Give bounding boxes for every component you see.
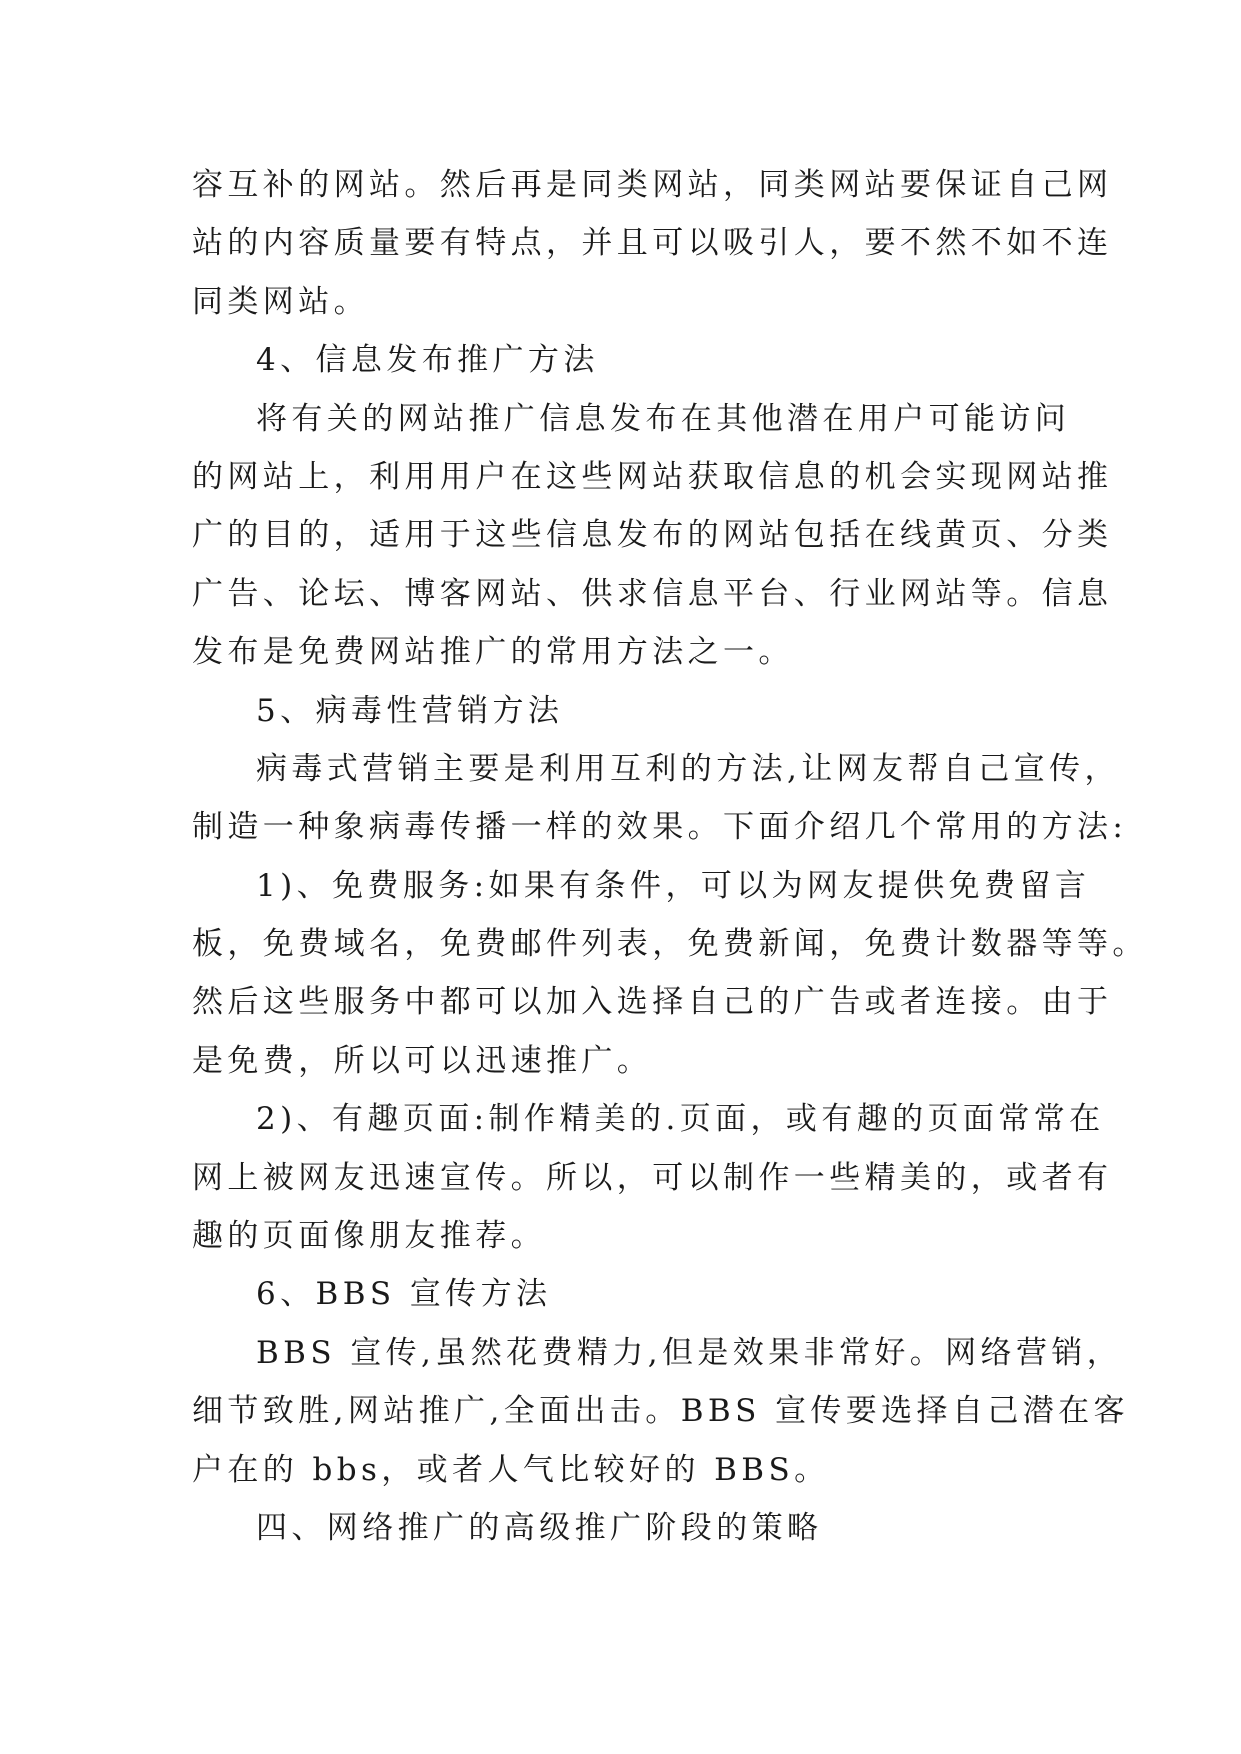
text-line: 站的内容质量要有特点，并且可以吸引人，要不然不如不连 bbox=[192, 225, 1113, 262]
text-line: 病毒式营销主要是利用互利的方法,让网友帮自己宣传， bbox=[256, 750, 1120, 787]
text-line: 广的目的，适用于这些信息发布的网站包括在线黄页、分类 bbox=[192, 517, 1113, 554]
text-line: 1)、免费服务:如果有条件，可以为网友提供免费留言 bbox=[256, 867, 1091, 904]
text-line: 广告、论坛、博客网站、供求信息平台、行业网站等。信息 bbox=[192, 575, 1113, 612]
text-line: 制造一种象病毒传播一样的效果。下面介绍几个常用的方法: bbox=[192, 809, 1128, 846]
text-line: 板，免费域名，免费邮件列表，免费新闻，免费计数器等等。 bbox=[192, 926, 1148, 963]
text-line: 将有关的网站推广信息发布在其他潜在用户可能访问 bbox=[256, 400, 1071, 437]
text-line: 趣的页面像朋友推荐。 bbox=[192, 1218, 546, 1255]
text-line: 5、病毒性营销方法 bbox=[256, 692, 564, 729]
text-line: 容互补的网站。然后再是同类网站，同类网站要保证自己网 bbox=[192, 167, 1113, 203]
text-line: 然后这些服务中都可以加入选择自己的广告或者连接。由于 bbox=[192, 984, 1113, 1021]
text-line: 户在的 bbs，或者人气比较好的 BBS。 bbox=[192, 1451, 830, 1488]
text-line: 网上被网友迅速宣传。所以，可以制作一些精美的，或者有 bbox=[192, 1159, 1113, 1196]
text-line: BBS 宣传,虽然花费精力,但是效果非常好。网络营销， bbox=[256, 1334, 1123, 1371]
text-line: 发布是免费网站推广的常用方法之一。 bbox=[192, 634, 794, 671]
text-line: 2)、有趣页面:制作精美的.页面，或有趣的页面常常在 bbox=[256, 1101, 1105, 1138]
text-line: 6、BBS 宣传方法 bbox=[256, 1276, 552, 1313]
text-line: 4、信息发布推广方法 bbox=[256, 342, 599, 379]
text-line: 的网站上，利用用户在这些网站获取信息的机会实现网站推 bbox=[192, 458, 1113, 495]
text-line: 同类网站。 bbox=[192, 283, 369, 320]
document-body bbox=[192, 156, 1148, 1557]
text-line: 是免费，所以可以迅速推广。 bbox=[192, 1042, 653, 1079]
text-line: 细节致胜,网站推广,全面出击。BBS 宣传要选择自己潜在客 bbox=[192, 1393, 1129, 1430]
text-line: 四、网络推广的高级推广阶段的策略 bbox=[256, 1509, 823, 1546]
